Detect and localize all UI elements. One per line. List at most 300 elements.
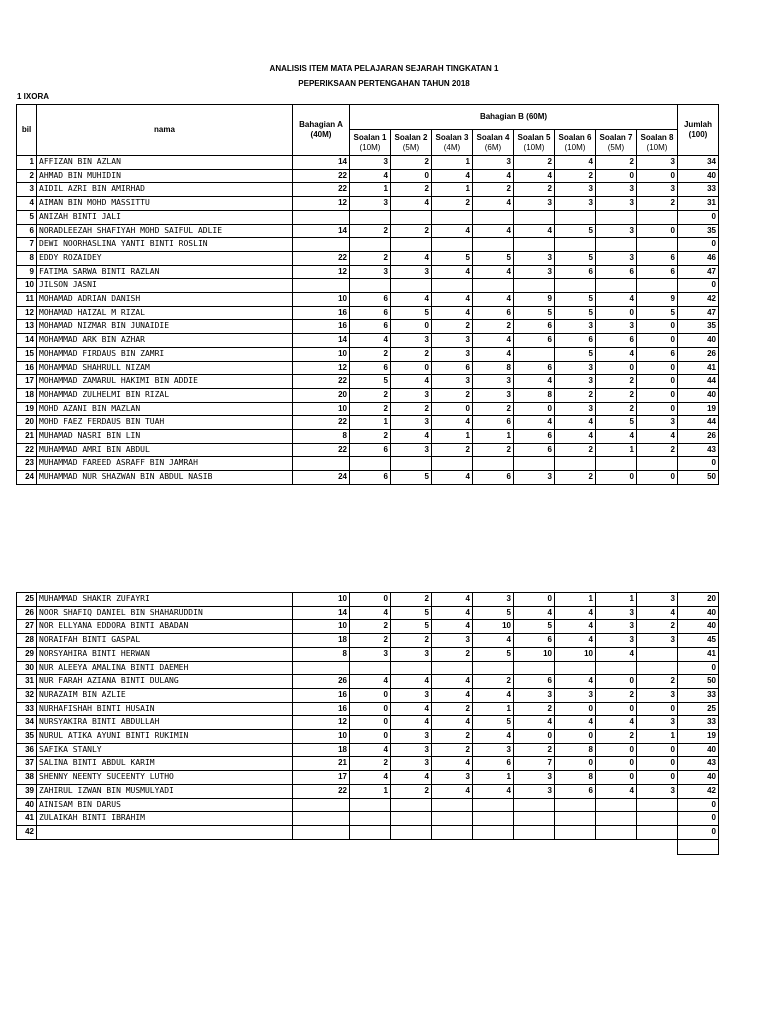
- student-row: [17, 210, 719, 224]
- soalan-marks: (10M): [359, 142, 381, 152]
- row-number: 21: [17, 430, 37, 444]
- soalan-3-score: 5: [432, 251, 473, 265]
- header-jumlah: Jumlah (100): [678, 105, 719, 156]
- row-number: 8: [17, 251, 37, 265]
- bahagian-a-score: 10: [293, 593, 350, 607]
- spacer-cell: [271, 606, 293, 620]
- soalan-3-score: [432, 210, 473, 224]
- soalan-6-score: [555, 457, 596, 471]
- soalan-4-score: 2: [473, 402, 514, 416]
- student-name: AHMAD BIN MUHIDIN: [37, 169, 271, 183]
- row-number: 37: [17, 757, 37, 771]
- soalan-1-score: 1: [350, 784, 391, 798]
- student-name: NUR FARAH AZIANA BINTI DULANG: [37, 675, 271, 689]
- spacer-cell: [271, 375, 293, 389]
- soalan-7-score: 4: [596, 716, 637, 730]
- bahagian-a-score: 22: [293, 183, 350, 197]
- student-name: SAFIKA STANLY: [37, 743, 271, 757]
- row-number: 32: [17, 688, 37, 702]
- soalan-marks: (5M): [402, 142, 420, 152]
- soalan-2-score: 2: [391, 347, 432, 361]
- soalan-label: Soalan 4: [476, 132, 510, 142]
- empty-cell: [432, 839, 473, 854]
- soalan-5-score: 4: [514, 716, 555, 730]
- student-name: MUHAMMAD NUR SHAZWAN BIN ABDUL NASIB: [37, 471, 271, 485]
- soalan-1-score: [350, 798, 391, 812]
- soalan-4-score: [473, 457, 514, 471]
- student-name: NURHAFISHAH BINTI HUSAIN: [37, 702, 271, 716]
- student-name: AFFIZAN BIN AZLAN: [37, 156, 271, 170]
- bahagian-a-score: 26: [293, 675, 350, 689]
- student-row: [17, 743, 719, 757]
- total-score: 41: [678, 361, 719, 375]
- student-row: [17, 416, 719, 430]
- soalan-7-score: 0: [596, 702, 637, 716]
- student-name: ZAHIRUL IZWAN BIN MUSMULYADI: [37, 784, 271, 798]
- student-name: MOHD FAEZ FERDAUS BIN TUAH: [37, 416, 271, 430]
- student-row: [17, 238, 719, 252]
- bahagian-a-score: 10: [293, 293, 350, 307]
- soalan-7-score: 6: [596, 334, 637, 348]
- soalan-3-score: 3: [432, 347, 473, 361]
- spacer-cell: [271, 238, 293, 252]
- report-title: ANALISIS ITEM MATA PELAJARAN SEJARAH TINGKATAN 1: [269, 64, 499, 73]
- soalan-3-score: 4: [432, 306, 473, 320]
- soalan-4-score: 6: [473, 757, 514, 771]
- soalan-1-score: 6: [350, 361, 391, 375]
- soalan-1-score: [350, 812, 391, 826]
- row-number: 16: [17, 361, 37, 375]
- spacer-cell: [271, 402, 293, 416]
- soalan-7-score: 5: [596, 416, 637, 430]
- soalan-1-score: 6: [350, 471, 391, 485]
- student-name: NURAZAIM BIN AZLIE: [37, 688, 271, 702]
- soalan-6-score: 10: [555, 647, 596, 661]
- soalan-label: Soalan 1: [353, 132, 387, 142]
- soalan-6-score: 0: [555, 730, 596, 744]
- soalan-1-score: 6: [350, 320, 391, 334]
- soalan-1-score: [350, 661, 391, 675]
- row-number: 42: [17, 825, 37, 839]
- row-number: 22: [17, 443, 37, 457]
- soalan-5-score: 2: [514, 702, 555, 716]
- bahagian-a-score: 16: [293, 688, 350, 702]
- spacer-cell: [271, 416, 293, 430]
- soalan-label: Soalan 7: [599, 132, 633, 142]
- soalan-7-score: [596, 279, 637, 293]
- row-number: 18: [17, 388, 37, 402]
- bahagian-a-score: [293, 798, 350, 812]
- student-name: MUHAMMAD FAREED ASRAFF BIN JAMRAH: [37, 457, 271, 471]
- spacer-cell: [271, 743, 293, 757]
- soalan-1-score: 0: [350, 730, 391, 744]
- soalan-7-score: 4: [596, 293, 637, 307]
- soalan-6-score: 4: [555, 675, 596, 689]
- soalan-4-score: 4: [473, 169, 514, 183]
- soalan-6-score: 4: [555, 606, 596, 620]
- soalan-5-score: 4: [514, 169, 555, 183]
- soalan-3-score: 2: [432, 443, 473, 457]
- soalan-3-score: 2: [432, 743, 473, 757]
- soalan-2-score: 4: [391, 771, 432, 785]
- soalan-6-score: 2: [555, 471, 596, 485]
- header-nama: nama: [37, 105, 293, 156]
- soalan-3-score: 2: [432, 702, 473, 716]
- soalan-7-score: 0: [596, 757, 637, 771]
- soalan-6-score: 6: [555, 265, 596, 279]
- soalan-5-score: [514, 812, 555, 826]
- soalan-5-score: 7: [514, 757, 555, 771]
- soalan-4-score: 4: [473, 730, 514, 744]
- soalan-6-score: 3: [555, 688, 596, 702]
- soalan-8-score: 3: [637, 634, 678, 648]
- row-number: 29: [17, 647, 37, 661]
- student-row: [17, 334, 719, 348]
- soalan-2-score: [391, 457, 432, 471]
- bahagian-a-score: 22: [293, 375, 350, 389]
- soalan-3-score: 4: [432, 293, 473, 307]
- spacer-cell: [271, 361, 293, 375]
- spacer-cell: [271, 334, 293, 348]
- soalan-4-score: 6: [473, 306, 514, 320]
- student-name: MOHAMMAD ARK BIN AZHAR: [37, 334, 271, 348]
- row-number: 30: [17, 661, 37, 675]
- header-soalan-5: [514, 130, 555, 156]
- soalan-3-score: 0: [432, 402, 473, 416]
- soalan-3-score: 4: [432, 675, 473, 689]
- soalan-4-score: 2: [473, 183, 514, 197]
- soalan-7-score: [596, 210, 637, 224]
- soalan-8-score: [637, 661, 678, 675]
- soalan-7-score: 3: [596, 197, 637, 211]
- student-row: [17, 251, 719, 265]
- soalan-6-score: 6: [555, 784, 596, 798]
- bahagian-a-score: [293, 279, 350, 293]
- soalan-4-score: 1: [473, 771, 514, 785]
- soalan-2-score: 2: [391, 224, 432, 238]
- soalan-4-score: 4: [473, 265, 514, 279]
- row-number: 39: [17, 784, 37, 798]
- spacer-cell: [271, 825, 293, 839]
- student-name: SALINA BINTI ABDUL KARIM: [37, 757, 271, 771]
- bahagian-a-score: 16: [293, 306, 350, 320]
- student-row: [17, 388, 719, 402]
- soalan-4-score: 5: [473, 606, 514, 620]
- soalan-1-score: 2: [350, 620, 391, 634]
- soalan-5-score: [514, 661, 555, 675]
- student-row: [17, 606, 719, 620]
- student-name: MOHAMMAD SHAHRULL NIZAM: [37, 361, 271, 375]
- student-name: [37, 825, 271, 839]
- soalan-8-score: 3: [637, 593, 678, 607]
- row-number: 1: [17, 156, 37, 170]
- soalan-2-score: [391, 798, 432, 812]
- bahagian-a-score: 22: [293, 169, 350, 183]
- total-score: 40: [678, 771, 719, 785]
- soalan-4-score: [473, 661, 514, 675]
- total-score: 40: [678, 334, 719, 348]
- soalan-1-score: 3: [350, 156, 391, 170]
- soalan-3-score: 1: [432, 156, 473, 170]
- soalan-8-score: 0: [637, 702, 678, 716]
- soalan-6-score: 0: [555, 757, 596, 771]
- soalan-5-score: 6: [514, 361, 555, 375]
- soalan-5-score: [514, 210, 555, 224]
- soalan-7-score: 0: [596, 675, 637, 689]
- soalan-4-score: 6: [473, 416, 514, 430]
- student-name: NURUL ATIKA AYUNI BINTI RUKIMIN: [37, 730, 271, 744]
- soalan-5-score: 3: [514, 251, 555, 265]
- soalan-7-score: 0: [596, 169, 637, 183]
- total-score: 40: [678, 169, 719, 183]
- student-row: [17, 716, 719, 730]
- soalan-2-score: 3: [391, 730, 432, 744]
- row-number: 24: [17, 471, 37, 485]
- soalan-8-score: 6: [637, 251, 678, 265]
- soalan-8-score: 3: [637, 183, 678, 197]
- soalan-3-score: 2: [432, 647, 473, 661]
- soalan-marks: (5M): [607, 142, 625, 152]
- soalan-6-score: 5: [555, 224, 596, 238]
- soalan-2-score: 4: [391, 675, 432, 689]
- soalan-4-score: 4: [473, 334, 514, 348]
- student-row: [17, 265, 719, 279]
- soalan-4-score: [473, 210, 514, 224]
- soalan-4-score: 1: [473, 702, 514, 716]
- total-score: 0: [678, 798, 719, 812]
- soalan-5-score: 3: [514, 197, 555, 211]
- soalan-5-score: 3: [514, 265, 555, 279]
- soalan-6-score: [555, 798, 596, 812]
- soalan-marks: (4M): [443, 142, 461, 152]
- soalan-5-score: 3: [514, 784, 555, 798]
- soalan-2-score: 2: [391, 784, 432, 798]
- soalan-4-score: [473, 238, 514, 252]
- soalan-5-score: 6: [514, 675, 555, 689]
- soalan-3-score: 4: [432, 416, 473, 430]
- soalan-2-score: 3: [391, 743, 432, 757]
- soalan-7-score: [596, 457, 637, 471]
- total-score: 42: [678, 784, 719, 798]
- soalan-5-score: 4: [514, 606, 555, 620]
- soalan-2-score: 0: [391, 320, 432, 334]
- bahagian-a-score: [293, 661, 350, 675]
- soalan-4-score: 3: [473, 743, 514, 757]
- bahagian-a-score: 16: [293, 320, 350, 334]
- student-row: [17, 224, 719, 238]
- soalan-3-score: [432, 238, 473, 252]
- student-row: [17, 457, 719, 471]
- soalan-label: Soalan 6: [558, 132, 592, 142]
- student-row: [17, 593, 719, 607]
- soalan-5-score: 6: [514, 320, 555, 334]
- soalan-8-score: 4: [637, 606, 678, 620]
- student-name: EDDY ROZAIDEY: [37, 251, 271, 265]
- student-name: MUHAMAD NASRI BIN LIN: [37, 430, 271, 444]
- soalan-2-score: 4: [391, 702, 432, 716]
- soalan-4-score: 4: [473, 347, 514, 361]
- row-number: 4: [17, 197, 37, 211]
- student-name: NUR ALEEYA AMALINA BINTI DAEMEH: [37, 661, 271, 675]
- soalan-4-score: 2: [473, 320, 514, 334]
- bahagian-a-score: 16: [293, 702, 350, 716]
- student-name: MOHAMMAD ZULHELMI BIN RIZAL: [37, 388, 271, 402]
- soalan-3-score: [432, 457, 473, 471]
- spacer-cell: [271, 593, 293, 607]
- soalan-6-score: 2: [555, 169, 596, 183]
- empty-cell: [637, 839, 678, 854]
- student-row: [17, 702, 719, 716]
- soalan-7-score: [596, 661, 637, 675]
- soalan-2-score: 3: [391, 443, 432, 457]
- bahagian-a-score: [293, 825, 350, 839]
- row-number: 11: [17, 293, 37, 307]
- bahagian-a-score: 10: [293, 730, 350, 744]
- bahagian-a-score: [293, 238, 350, 252]
- student-row: [17, 279, 719, 293]
- soalan-3-score: 4: [432, 784, 473, 798]
- student-row: [17, 771, 719, 785]
- bahagian-a-score: 18: [293, 743, 350, 757]
- total-score: 25: [678, 702, 719, 716]
- spacer-cell: [271, 293, 293, 307]
- soalan-1-score: 2: [350, 757, 391, 771]
- soalan-6-score: 5: [555, 251, 596, 265]
- header-soalan-3: [432, 130, 473, 156]
- soalan-6-score: [555, 238, 596, 252]
- soalan-1-score: 3: [350, 647, 391, 661]
- spacer-cell: [271, 265, 293, 279]
- soalan-1-score: 3: [350, 265, 391, 279]
- soalan-1-score: 1: [350, 416, 391, 430]
- bahagian-a-score: 10: [293, 402, 350, 416]
- soalan-1-score: 0: [350, 688, 391, 702]
- student-name: JILSON JASNI: [37, 279, 271, 293]
- spacer-cell: [271, 443, 293, 457]
- soalan-5-score: 2: [514, 183, 555, 197]
- soalan-5-score: 4: [514, 224, 555, 238]
- soalan-2-score: 5: [391, 606, 432, 620]
- soalan-8-score: 2: [637, 620, 678, 634]
- soalan-7-score: 3: [596, 224, 637, 238]
- total-score: 43: [678, 443, 719, 457]
- student-name: AINISAM BIN DARUS: [37, 798, 271, 812]
- total-score: 45: [678, 634, 719, 648]
- soalan-5-score: 0: [514, 730, 555, 744]
- empty-cell: [514, 839, 555, 854]
- soalan-3-score: 4: [432, 593, 473, 607]
- soalan-8-score: 2: [637, 443, 678, 457]
- empty-cell: [350, 839, 391, 854]
- total-score: 34: [678, 156, 719, 170]
- header-bahagian-a: Bahagian A (40M): [293, 105, 350, 156]
- spacer-cell: [271, 197, 293, 211]
- row-number: 13: [17, 320, 37, 334]
- soalan-3-score: 4: [432, 606, 473, 620]
- soalan-5-score: [514, 238, 555, 252]
- soalan-1-score: [350, 825, 391, 839]
- soalan-5-score: 4: [514, 416, 555, 430]
- score-table-part1: [16, 104, 719, 485]
- soalan-5-score: 5: [514, 306, 555, 320]
- soalan-6-score: 2: [555, 443, 596, 457]
- spacer-cell: [271, 183, 293, 197]
- soalan-2-score: [391, 210, 432, 224]
- soalan-marks: (10M): [646, 142, 668, 152]
- row-number: 12: [17, 306, 37, 320]
- soalan-3-score: 2: [432, 197, 473, 211]
- soalan-marks: (10M): [523, 142, 545, 152]
- student-row: [17, 798, 719, 812]
- bahagian-a-score: 17: [293, 771, 350, 785]
- student-row: [17, 661, 719, 675]
- soalan-8-score: 0: [637, 757, 678, 771]
- soalan-2-score: [391, 661, 432, 675]
- empty-cell: [596, 839, 637, 854]
- soalan-3-score: 1: [432, 430, 473, 444]
- soalan-5-score: 4: [514, 375, 555, 389]
- spacer-cell: [271, 347, 293, 361]
- spacer-cell: [271, 798, 293, 812]
- spacer-cell: [271, 634, 293, 648]
- student-row: [17, 156, 719, 170]
- spacer-cell: [271, 784, 293, 798]
- student-row: [17, 197, 719, 211]
- total-score: 42: [678, 293, 719, 307]
- soalan-1-score: 2: [350, 347, 391, 361]
- report-subtitle: PEPERIKSAAN PERTENGAHAN TAHUN 2018: [298, 79, 470, 88]
- soalan-5-score: [514, 825, 555, 839]
- soalan-6-score: [555, 210, 596, 224]
- soalan-2-score: 0: [391, 169, 432, 183]
- total-cell: [678, 839, 719, 854]
- spacer-cell: [271, 702, 293, 716]
- score-table-part2: [16, 592, 719, 855]
- soalan-7-score: [596, 238, 637, 252]
- header-soalan-6: [555, 130, 596, 156]
- student-name: ANIZAH BINTI JALI: [37, 210, 271, 224]
- soalan-5-score: [514, 279, 555, 293]
- spacer-cell: [271, 716, 293, 730]
- student-row: [17, 688, 719, 702]
- soalan-8-score: 3: [637, 416, 678, 430]
- soalan-6-score: 2: [555, 388, 596, 402]
- soalan-3-score: 6: [432, 361, 473, 375]
- bahagian-a-score: [293, 812, 350, 826]
- student-name: NOOR SHAFIQ DANIEL BIN SHAHARUDDIN: [37, 606, 271, 620]
- soalan-6-score: 3: [555, 361, 596, 375]
- bahagian-a-score: 22: [293, 251, 350, 265]
- soalan-3-score: 4: [432, 224, 473, 238]
- soalan-6-score: 4: [555, 430, 596, 444]
- soalan-1-score: 4: [350, 675, 391, 689]
- total-score: 33: [678, 183, 719, 197]
- soalan-8-score: 0: [637, 388, 678, 402]
- soalan-7-score: 4: [596, 784, 637, 798]
- soalan-1-score: 0: [350, 593, 391, 607]
- soalan-1-score: 4: [350, 169, 391, 183]
- soalan-2-score: 3: [391, 416, 432, 430]
- soalan-4-score: 2: [473, 675, 514, 689]
- soalan-3-score: 2: [432, 320, 473, 334]
- soalan-7-score: [596, 825, 637, 839]
- student-name: MOHAMAD NIZMAR BIN JUNAIDIE: [37, 320, 271, 334]
- spacer-cell: [271, 388, 293, 402]
- soalan-3-score: 4: [432, 757, 473, 771]
- row-number: 40: [17, 798, 37, 812]
- student-name: SHENNY NEENTY SUCEENTY LUTHO: [37, 771, 271, 785]
- student-name: AIMAN BIN MOHD MASSITTU: [37, 197, 271, 211]
